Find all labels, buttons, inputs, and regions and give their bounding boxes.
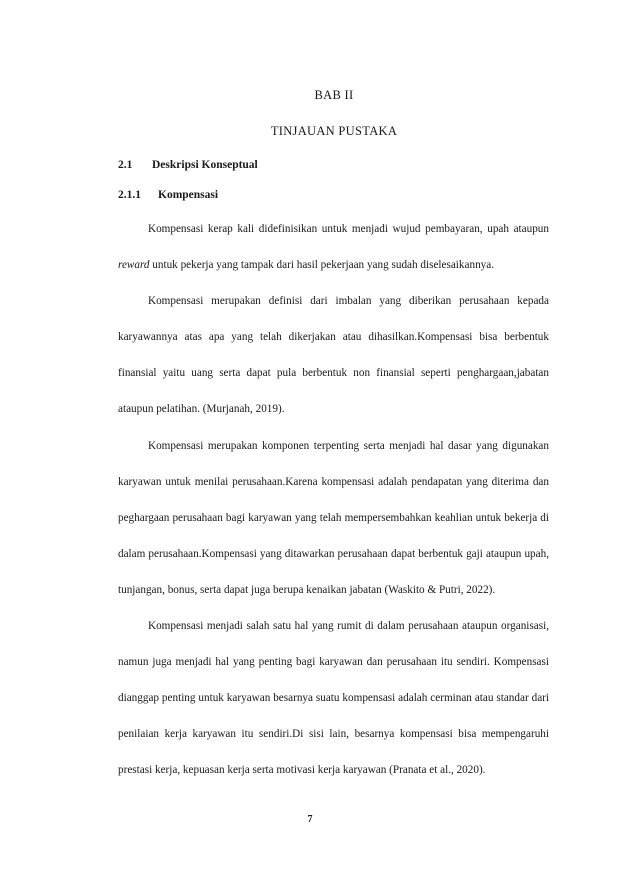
paragraph: Kompensasi menjadi salah satu hal yang rumit di dalam perusahaan ataupun organisasi, namun juga menjadi hal yang penting bagi karyawan dan perusahaan itu sendiri. Kompensasi dianggap penting untuk karyawan besarnya suatu kompensasi adalah cerminan atau standar dari penilaian kerja karyawan itu sendiri.Di sisi lain, besarnya kompensasi bisa mempengaruhi prestasi kerja, kepuasan kerja serta motivasi kerja karyawan (Pranata et al., 2020). [118,620,549,777]
paragraph-text: Kompensasi kerap kali didefinisikan untuk menjadi wujud pembayaran, upah ataupun [148,223,549,235]
paragraph [118,211,549,283]
paragraph: Kompensasi merupakan definisi dari imbalan yang diberikan perusahaan kepada karyawannya atas apa yang telah dikerjakan atau dihasilkan.Kompensasi bisa berbentuk finansial yaitu uang serta dapat pula berbentuk non finansial seperti penghargaan,jabatan ataupun pelatihan. (Murjanah, 2019). [118,295,549,416]
paragraph: Kompensasi merupakan komponen terpenting serta menjadi hal dasar yang digunakan karyawan untuk menilai perusahaan.Karena kompensasi adalah pendapatan yang diterima dan peghargaan perusahaan bagi karyawan yang telah mempersembahkan keahlian untuk bekerja di dalam perusahaan.Kompensasi yang ditawarkan perusahaan dapat berbentuk gaji ataupun upah, tunjangan, bonus, serta dapat juga berupa kenaikan jabatan (Waskito & Putri, 2022). [118,439,549,596]
subsection-number: 2.1.1 [118,189,141,201]
chapter-label: BAB II [314,88,354,102]
page-number: 7 [307,814,313,825]
body-text [118,211,549,789]
subsection-heading [118,189,218,201]
chapter-title: TINJAUAN PUSTAKA [270,124,398,138]
section-heading [118,159,258,171]
paragraph-text: untuk pekerja yang tampak dari hasil pekerjaan yang sudah diselesaikannya. [149,259,495,272]
subsection-title: Kompensasi [158,189,219,201]
section-title: Deskripsi Konseptual [152,159,258,171]
italic-term: reward [118,259,150,272]
section-number: 2.1 [118,159,133,171]
